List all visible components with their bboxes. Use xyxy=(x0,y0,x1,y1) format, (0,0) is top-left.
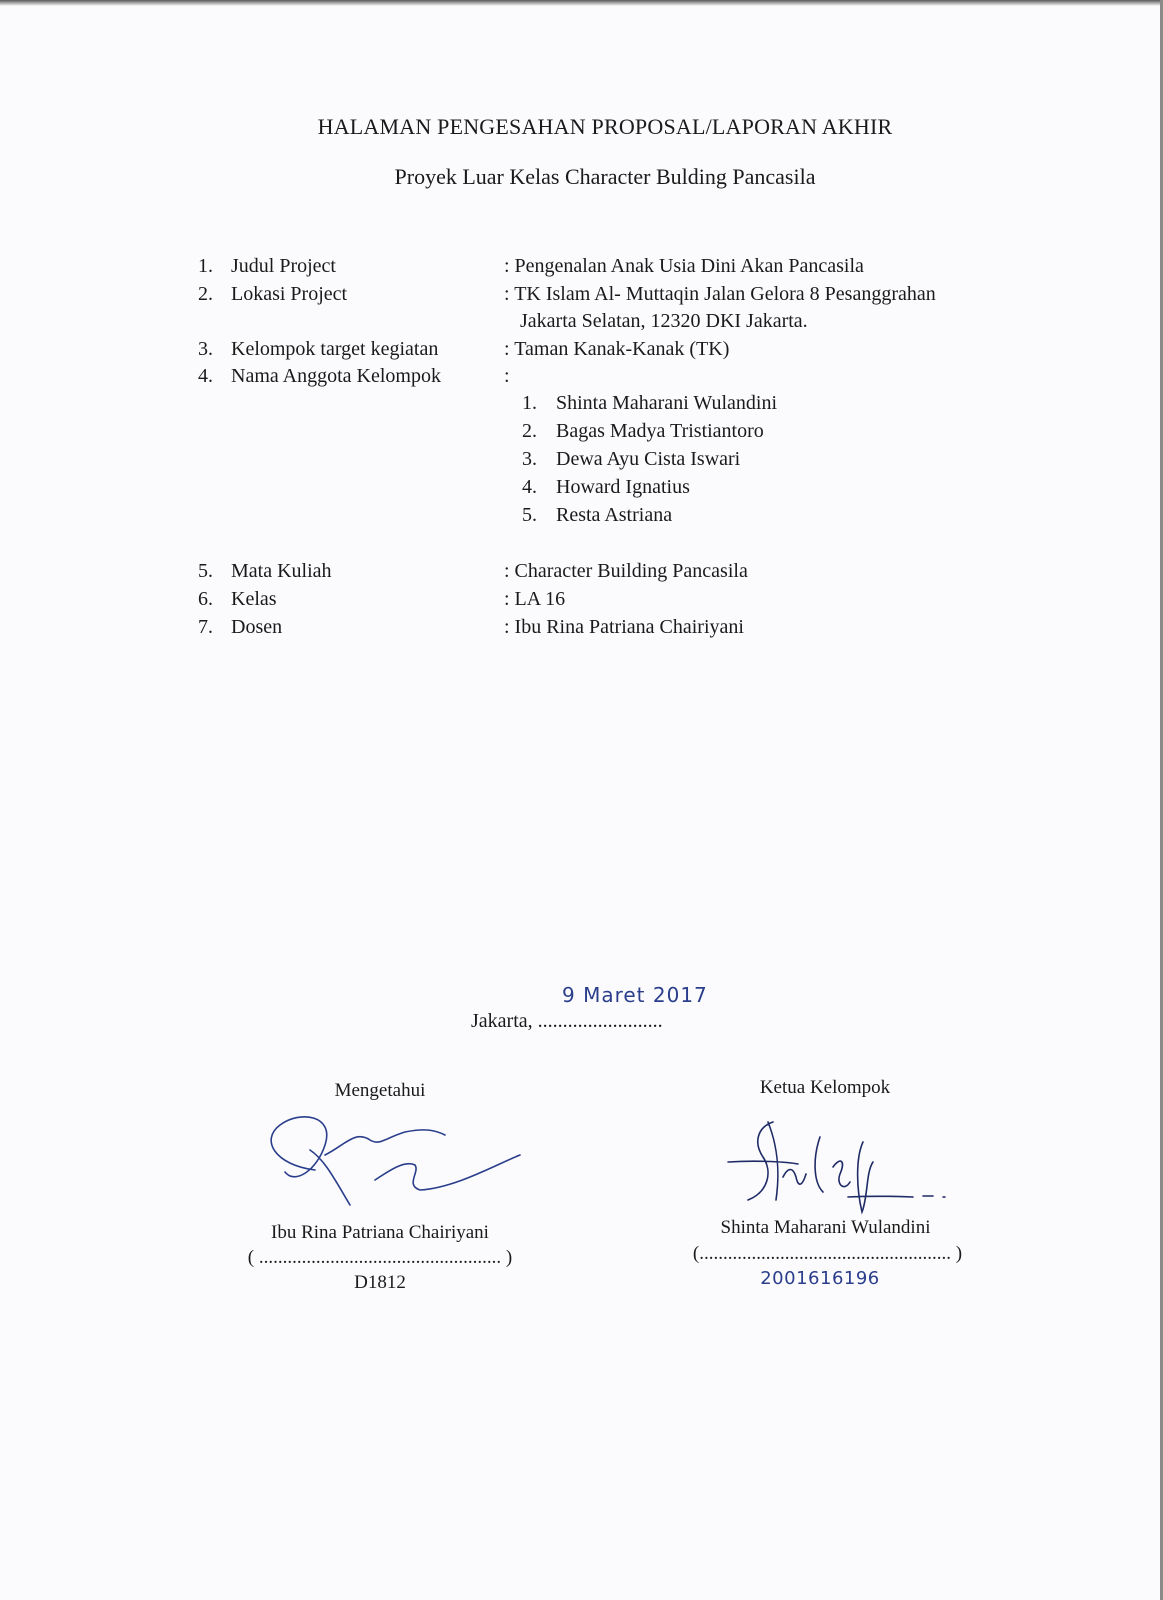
right-signature-icon xyxy=(728,1112,958,1217)
date-handwritten: 9 Maret 2017 xyxy=(562,983,708,1007)
left-signer-name: Ibu Rina Patriana Chairiyani xyxy=(271,1222,489,1243)
left-signature-icon xyxy=(255,1110,535,1220)
item-label: Mata Kuliah xyxy=(231,560,332,582)
right-signer-dots: (..................................................... ) xyxy=(692,1243,963,1264)
member-name: Howard Ignatius xyxy=(556,476,690,498)
right-signer-id: 2001616196 xyxy=(760,1268,880,1289)
item-number: 4. xyxy=(198,365,213,387)
right-signer-name: Shinta Maharani Wulandini xyxy=(720,1217,931,1238)
item-value-continued: Jakarta Selatan, 12320 DKI Jakarta. xyxy=(520,310,808,332)
member-name: Bagas Madya Tristiantoro xyxy=(556,420,764,442)
item-label: Dosen xyxy=(231,616,283,638)
member-name: Dewa Ayu Cista Iswari xyxy=(556,448,741,470)
scan-edge-top xyxy=(0,0,1163,6)
item-label: Lokasi Project xyxy=(231,283,348,305)
member-number: 1. xyxy=(522,392,537,414)
left-signer-id: D1812 xyxy=(354,1272,406,1293)
date-line: Jakarta, ......................... xyxy=(471,1010,663,1032)
member-name: Shinta Maharani Wulandini xyxy=(556,392,778,414)
right-signer-role: Ketua Kelompok xyxy=(759,1077,891,1098)
page-title: HALAMAN PENGESAHAN PROPOSAL/LAPORAN AKHIR xyxy=(317,114,893,139)
member-number: 3. xyxy=(522,448,537,470)
item-value: : Ibu Rina Patriana Chairiyani xyxy=(504,616,744,638)
item-value: : TK Islam Al- Muttaqin Jalan Gelora 8 Pesanggrahan xyxy=(504,283,936,305)
item-value: : LA 16 xyxy=(504,588,566,610)
item-number: 2. xyxy=(198,283,213,305)
item-value: : xyxy=(504,365,510,387)
member-number: 5. xyxy=(522,504,537,526)
item-value: : Pengenalan Anak Usia Dini Akan Pancasila xyxy=(504,255,864,277)
item-number: 7. xyxy=(198,616,213,638)
item-number: 3. xyxy=(198,338,213,360)
member-number: 2. xyxy=(522,420,537,442)
item-number: 5. xyxy=(198,560,213,582)
item-label: Kelompok target kegiatan xyxy=(231,338,439,360)
item-label: Nama Anggota Kelompok xyxy=(231,365,441,387)
item-label: Kelas xyxy=(231,588,277,610)
page-subtitle: Proyek Luar Kelas Character Bulding Pancasila xyxy=(394,164,816,189)
item-label: Judul Project xyxy=(231,255,336,277)
item-value: : Character Building Pancasila xyxy=(504,560,748,582)
item-number: 1. xyxy=(198,255,213,277)
member-name: Resta Astriana xyxy=(556,504,673,526)
left-signer-dots: ( ................................................... ) xyxy=(247,1247,513,1268)
member-number: 4. xyxy=(522,476,537,498)
left-signer-role: Mengetahui xyxy=(334,1080,426,1101)
item-value: : Taman Kanak-Kanak (TK) xyxy=(504,338,730,360)
item-number: 6. xyxy=(198,588,213,610)
